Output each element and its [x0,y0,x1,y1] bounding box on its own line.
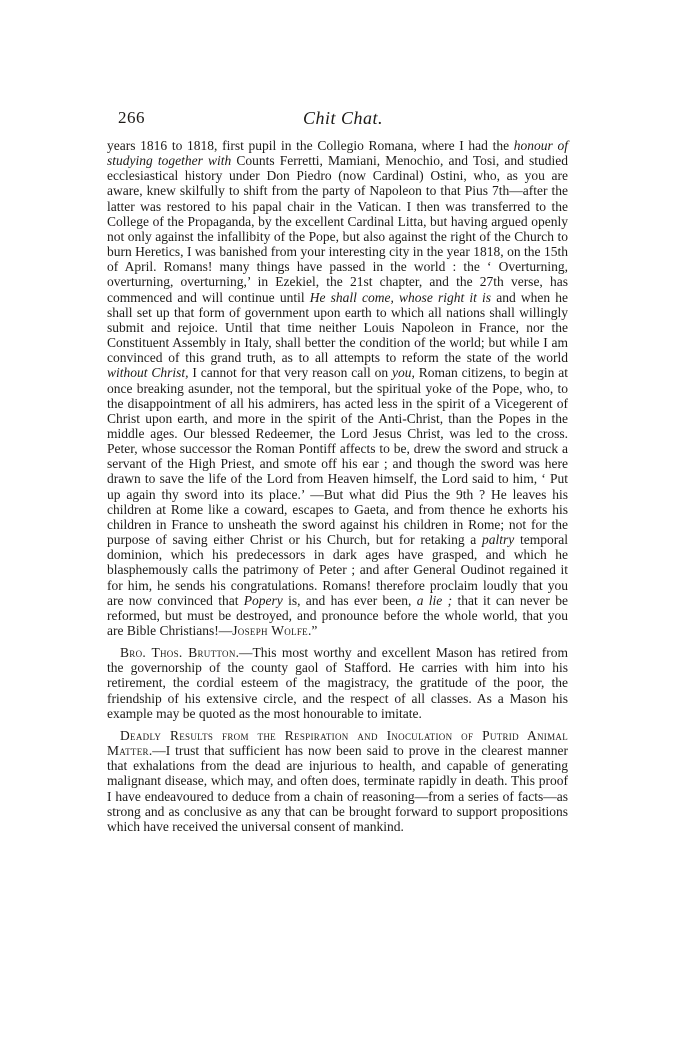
text-run: .—This most worthy and excellent Mason has retired from the governorship of the county gaol of Stafford. He carries with him into his retirement, the cordial esteem of the magistracy, the gratitude of the poor, the friendship of his extensive circle, and the respect of all classes. As a Mason his example may be quoted as the most honourable to imitate. [107,645,568,721]
text-run: temporal dominion, which his predecessors in dark ages have grasped, and which he blasphemously calls the patrimony of Peter ; and after General Oudinot regained it for him, he sends his congratulations. Romans! therefore proclaim loudly that you are now convinced that [107,532,568,608]
italic-run: Popery [243,592,283,608]
signature-name: Joseph Wolfe [232,623,308,638]
text-run: and when he shall set up that form of government upon earth to which all nations shall willingly submit and rejoice. Until that time neither Louis Napoleon in France, nor the Constituent Assembly in Italy, shall better the condition of the world; but while I am convinced of this grand truth, as to all attempts to reform the state of the world [107,289,568,366]
italic-run: honour of studying together with [107,138,568,169]
text-run: Counts Ferretti, Mamiani, Menochio, and Tosi, and studied ecclesiastical history under Don Piedro (now Cardinal) Ostini, who, as you are aware, knew skilfully to shift from the party of Napoleon to that Pius 7th—after the latter was restored to his papal chair in the Vatican. I then was transferred to the College of the Propaganda, by the excellent Cardinal Litta, but having argued openly not only against the infallibity of the Pope, but also against the right of the Church to burn Heretics, I was banished from your interesting city in the year 1818, on the 15th of April. Romans! many things have passed in the world : the ‘ Overturning, overturning, overturning,’ in Ezekiel, the 21st chapter, and the 27th verse, has commenced and will continue until [107,153,568,305]
brutton-paragraph [107,645,568,721]
page-number: 266 [118,108,145,127]
text-run: Roman citizens, to begin at once breaking asunder, not the temporal, but the spiritual yoke of the Pope, who, to the disappointment of all his admirers, has acted less in the spirit of a Vicegerent of Christ upon earth, and more in the spirit of the Anti-Christ, than the Popes in the middle ages. Our blessed Redeemer, the Lord Jesus Christ, was led to the cross. Peter, whose successor the Roman Pontiff affects to be, drew the sword and struck a servant of the High Priest, and smote off his ear ; and though the sword was here drawn to save the life of the Lord from Heaven himself, the Lord said to him, ‘ Put up again thy sword into its place.’ —But what did Pius the 9th ? He leaves his children at Rome like a coward, escapes to Gaeta, and from thence he exhorts his children in France to unsheath the sword against his children in Rome; not for the purpose of saving either Christ or his Church, but for retaking a [107,365,569,548]
page-body [107,138,568,834]
text-run: .—I trust that sufficient has now been said to prove in the clearest manner that exhalations from the dead are injurious to health, and capable of generating malignant disease, which may, and often does, terminate rapidly in death. This proof I have endeavoured to deduce from a chain of reasoning—from a series of facts—as strong and as conclusive as any that can be brought forward to support propositions which have received the universal consent of mankind. [107,743,568,834]
italic-run: paltry [482,532,515,548]
italic-run: He shall come, whose right it is [309,289,492,305]
italic-run: you, [391,365,415,381]
text-run: that it can never be reformed, but must be destroyed, and pronounce before the whole world, that you are Bible Christians!— [107,592,568,638]
italic-run: without Christ, [107,365,189,381]
italic-run: a lie ; [416,592,453,608]
text-run: .” [307,623,318,638]
page-header [118,108,568,132]
deadly-results-paragraph [107,728,568,834]
text-run: years 1816 to 1818, first pupil in the Collegio Romana, where I had the [107,138,514,153]
paragraph-heading: Bro. Thos. Brutton [120,645,236,661]
text-run: I cannot for that very reason call on [188,365,392,381]
paragraph-heading: Deadly Results from the Respiration and Inoculation of Putrid Animal Matter [107,727,568,759]
letter-paragraph [107,138,568,638]
running-title: Chit Chat. [302,108,383,128]
text-run: is, and has ever been, [282,592,417,608]
